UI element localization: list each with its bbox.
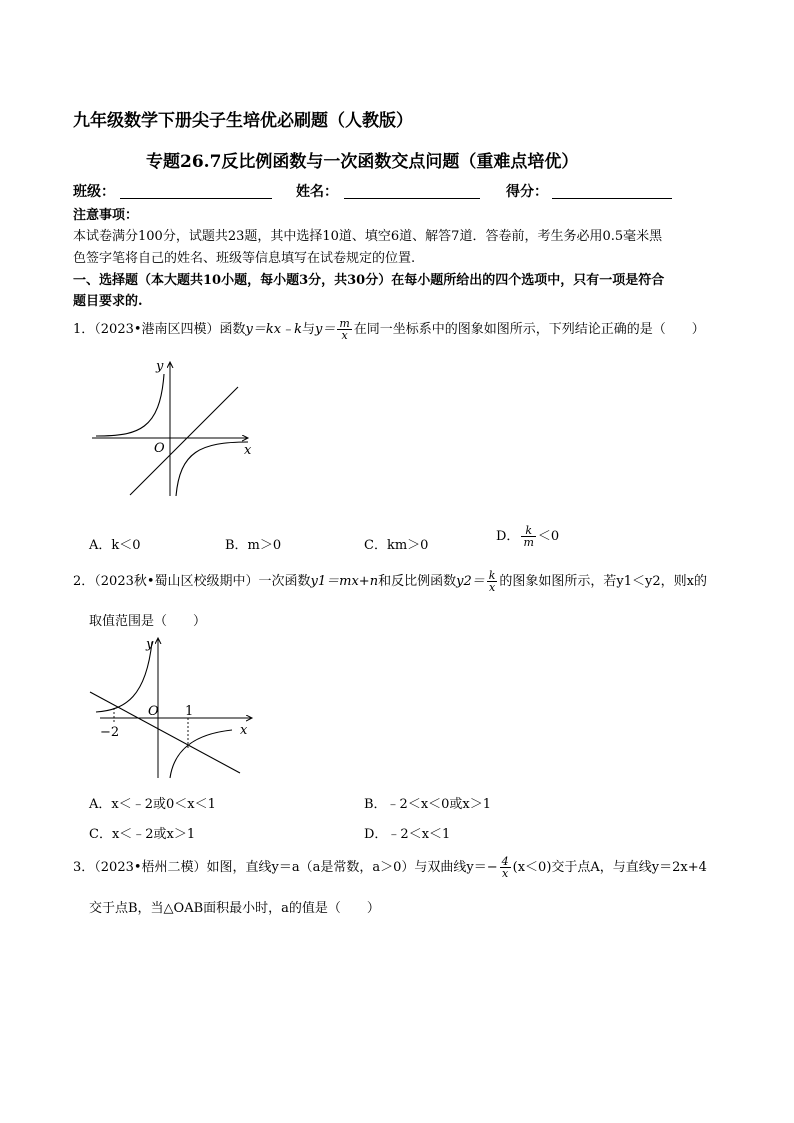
class-label: 班级： [73, 184, 115, 200]
q2-tick-neg-label: −2 [100, 725, 120, 740]
q2-option-c[interactable]: C．x＜﹣2或x＞1 [89, 827, 196, 842]
q2-x-label: x [240, 723, 248, 738]
notice-heading: 注意事项： [73, 208, 139, 223]
q1-frac-den: x [341, 329, 348, 342]
q3-prefix: 3．（2023•梧州二模）如图，直线y＝a（a是常数，a＞0）与双曲线y＝− [73, 860, 498, 875]
q3-suffix: (x＜0)交于点A，与直线y＝2x+4 [512, 860, 707, 875]
section-heading-line-1: 一、选择题（本大题共10小题，每小题3分，共30分）在每小题所给出的四个选项中，只有一项是符合 [73, 273, 665, 288]
q1-graph [88, 356, 268, 506]
q2-inverse-function: y2＝ [456, 574, 485, 589]
question-3-stem-line-2: 交于点B，当△OAB面积最小时，a的值是（ ） [89, 901, 380, 916]
q1-y-label: y [156, 359, 164, 374]
q3-frac-den: x [502, 867, 509, 880]
q1-x-label: x [244, 443, 252, 458]
question-3-stem [73, 854, 707, 882]
q2-frac-den: x [488, 581, 496, 594]
q2-y-label: y [146, 637, 154, 652]
q2-origin-label: O [148, 704, 159, 719]
q1-option-d[interactable] [496, 525, 559, 548]
q1-option-b[interactable]: B．m＞0 [225, 538, 282, 553]
q1-option-c[interactable]: C．km＞0 [364, 538, 429, 553]
name-label: 姓名： [296, 184, 338, 200]
topic-title: 专题26.7反比例函数与一次函数交点问题（重难点培优） [146, 152, 579, 172]
q1-hyperbola-branch-left [96, 374, 164, 436]
q1-option-d-den: m [523, 536, 534, 549]
q2-hyperbola-branch-right [170, 730, 232, 778]
q3-fraction [500, 856, 511, 879]
q1-mid: 与 [301, 322, 315, 337]
q3-frac-num: 4 [501, 855, 509, 868]
exam-series-title: 九年级数学下册尖子生培优必刷题（人教版） [73, 111, 413, 131]
q2-graph [82, 632, 262, 782]
q1-hyperbola-branch-right [176, 442, 248, 496]
notice-line-1: 本试卷满分100分，试题共23题，其中选择10道、填空6道、解答7道．答卷前，考生务必用0.5毫米黑 [73, 229, 663, 244]
q2-suffix: 的图象如图所示，若y1＜y2，则x的 [499, 574, 707, 589]
q1-option-a[interactable]: A．k＜0 [89, 538, 141, 553]
q1-linear-function: y＝kx﹣k [245, 322, 302, 337]
q1-prefix: 1．（2023•港南区四模）函数 [73, 322, 246, 337]
q1-inverse-function: y＝ [314, 322, 336, 337]
q1-fraction [337, 318, 351, 341]
q1-suffix: 在同一坐标系中的图象如图所示，下列结论正确的是（ ） [353, 322, 705, 337]
q2-fraction [487, 570, 498, 593]
q2-option-a[interactable]: A．x＜﹣2或0＜x＜1 [89, 797, 216, 812]
q1-option-d-suffix: ＜0 [537, 529, 560, 544]
q2-linear-function: y1＝mx+n [310, 574, 379, 589]
q1-origin-label: O [154, 441, 165, 456]
score-label: 得分： [506, 184, 548, 200]
q2-mid: 和反比例函数 [378, 574, 457, 589]
class-field[interactable] [120, 198, 272, 199]
q1-option-d-fraction [521, 525, 535, 548]
name-field[interactable] [344, 198, 480, 199]
q2-prefix: 2．（2023秋•蜀山区校级期中）一次函数 [73, 574, 311, 589]
q2-frac-num: k [488, 569, 496, 582]
q2-tick-pos-label: 1 [185, 704, 194, 719]
q1-frac-num: m [339, 317, 350, 330]
section-heading-line-2: 题目要求的. [73, 294, 143, 309]
q1-straight-line [130, 387, 238, 495]
q2-option-d[interactable]: D．﹣2＜x＜1 [364, 827, 451, 842]
question-1-stem [73, 316, 705, 344]
q2-option-b[interactable]: B．﹣2＜x＜0或x＞1 [364, 797, 492, 812]
question-2-stem-line-2: 取值范围是（ ） [89, 614, 207, 629]
notice-line-2: 色签字笔将自己的姓名、班级等信息填写在试卷规定的位置. [73, 251, 416, 266]
q2-hyperbola-branch-left [96, 642, 152, 712]
question-2-stem [73, 568, 707, 596]
q1-option-d-num: k [521, 525, 535, 537]
score-field[interactable] [552, 198, 672, 199]
q1-option-d-prefix: D． [496, 529, 520, 544]
